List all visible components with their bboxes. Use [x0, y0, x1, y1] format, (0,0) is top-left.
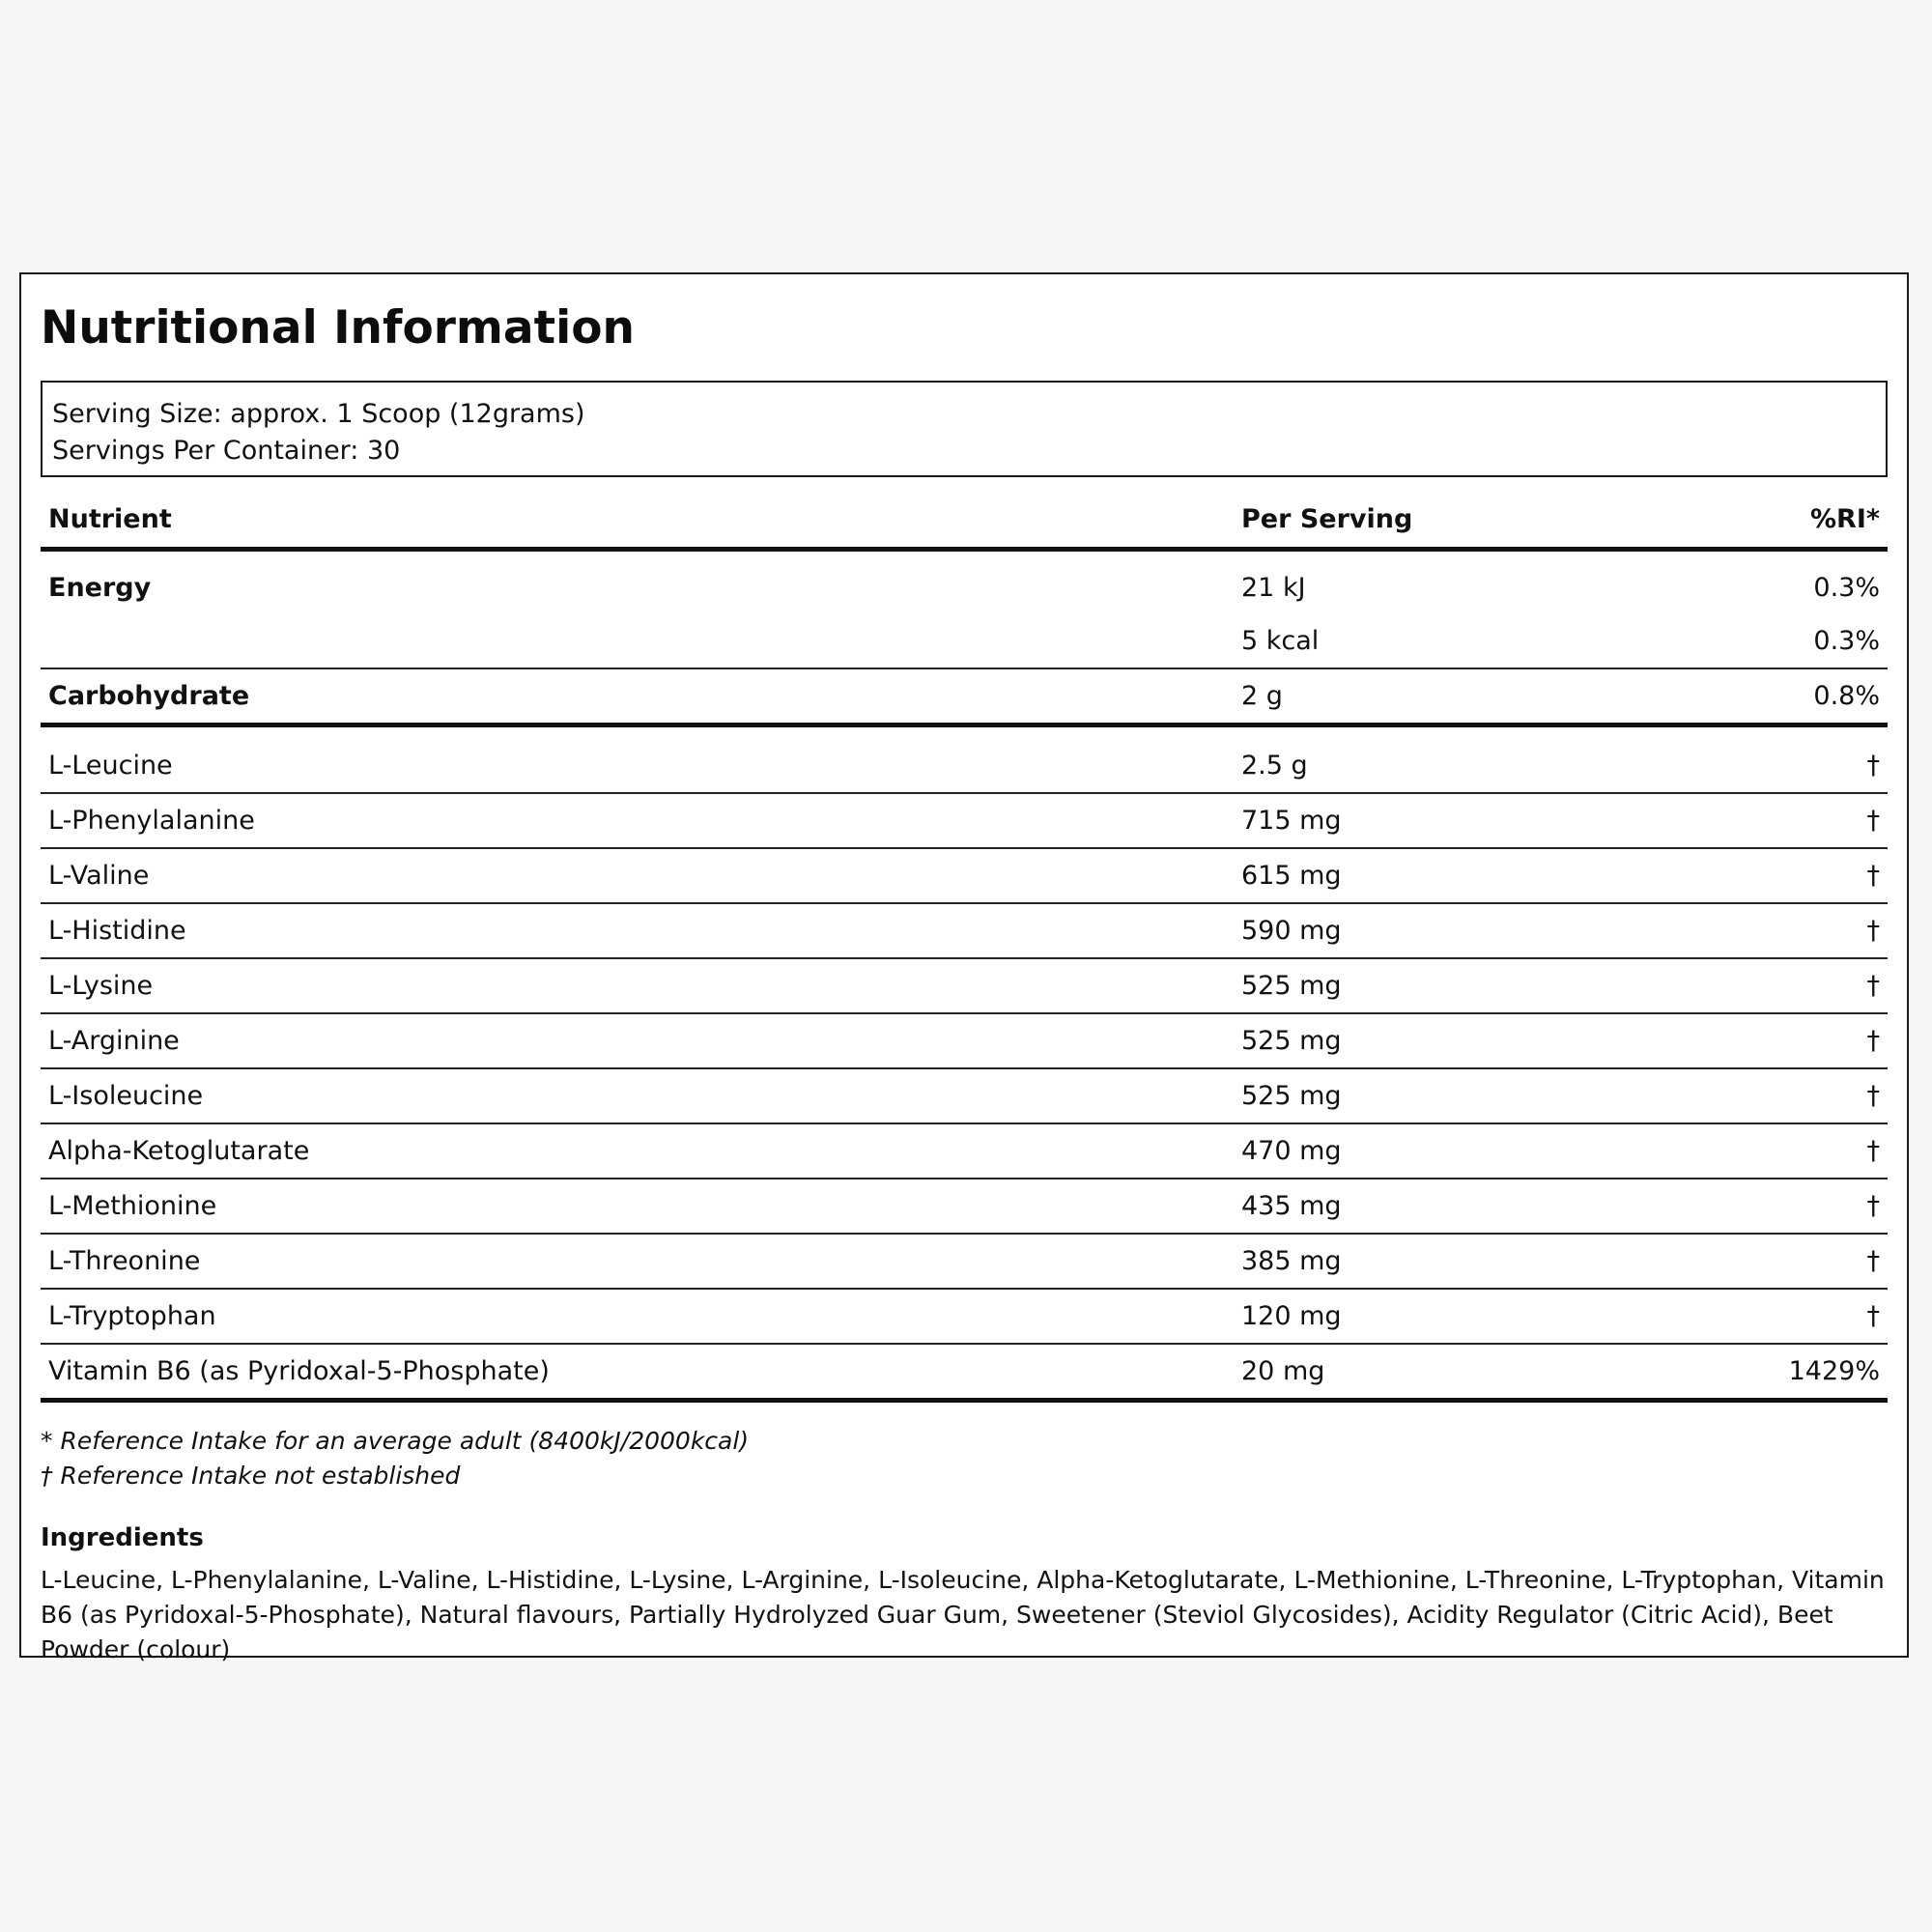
ingredients-title: Ingredients: [41, 1523, 204, 1552]
header-ri: %RI*: [1809, 503, 1880, 534]
nutrient-per-serving: 525 mg: [1241, 1026, 1342, 1056]
energy-kcal-row: [41, 614, 1888, 669]
table-row: [41, 959, 1888, 1014]
page-title: Nutritional Information: [41, 301, 635, 355]
nutrient-name: L-Leucine: [48, 751, 173, 781]
footnote-not-established: † Reference Intake not established: [41, 1462, 461, 1490]
nutrient-ri: †: [1866, 1246, 1880, 1276]
footnotes: [41, 1424, 1888, 1493]
nutrient-ri: †: [1866, 861, 1880, 891]
table-row: [41, 1235, 1888, 1290]
energy-kj-ri: 0.3%: [1813, 573, 1880, 603]
nutrient-per-serving: 435 mg: [1241, 1191, 1342, 1221]
nutrient-ri: †: [1866, 1191, 1880, 1221]
table-row: [41, 739, 1888, 794]
nutrient-per-serving: 615 mg: [1241, 861, 1342, 891]
nutrient-name: L-Threonine: [48, 1246, 201, 1276]
nutrient-ri: 1429%: [1788, 1356, 1880, 1386]
table-row: [41, 1345, 1888, 1403]
table-header: [41, 491, 1888, 552]
nutrient-name: L-Phenylalanine: [48, 806, 255, 836]
nutrient-name: Vitamin B6 (as Pyridoxal-5-Phosphate): [48, 1356, 550, 1386]
nutrient-ri: †: [1866, 1081, 1880, 1111]
nutrient-per-serving: 525 mg: [1241, 1081, 1342, 1111]
nutrition-panel: [19, 272, 1909, 1663]
header-nutrient: Nutrient: [48, 503, 172, 534]
energy-kj-value: 21 kJ: [1241, 573, 1306, 603]
nutrient-per-serving: 20 mg: [1241, 1356, 1325, 1386]
carbohydrate-ri: 0.8%: [1813, 681, 1880, 711]
footnote-reference-intake: * Reference Intake for an average adult (8400kJ/2000kcal): [41, 1427, 750, 1455]
table-row: [41, 1290, 1888, 1345]
nutrient-ri: †: [1866, 916, 1880, 946]
table-row: [41, 904, 1888, 959]
table-row: [41, 1014, 1888, 1069]
nutrient-per-serving: 590 mg: [1241, 916, 1342, 946]
nutrient-ri: †: [1866, 1026, 1880, 1056]
nutrient-name: L-Tryptophan: [48, 1301, 216, 1331]
carbohydrate-label: Carbohydrate: [48, 681, 250, 711]
nutrient-ri: †: [1866, 1301, 1880, 1331]
nutrient-per-serving: 120 mg: [1241, 1301, 1342, 1331]
nutrient-per-serving: 525 mg: [1241, 971, 1342, 1001]
header-per-serving: Per Serving: [1241, 503, 1413, 534]
energy-label: Energy: [48, 573, 152, 603]
nutrient-name: L-Valine: [48, 861, 150, 891]
nutrient-name: L-Methionine: [48, 1191, 217, 1221]
nutrient-name: L-Arginine: [48, 1026, 180, 1056]
nutrient-name: L-Isoleucine: [48, 1081, 204, 1111]
nutrient-per-serving: 715 mg: [1241, 806, 1342, 836]
nutrient-name: L-Lysine: [48, 971, 154, 1001]
table-row: [41, 849, 1888, 904]
nutrient-per-serving: 385 mg: [1241, 1246, 1342, 1276]
energy-kcal-value: 5 kcal: [1241, 626, 1320, 656]
energy-kj-row: [41, 561, 1888, 614]
table-row: [41, 1179, 1888, 1235]
nutrient-per-serving: 2.5 g: [1241, 751, 1308, 781]
energy-kcal-ri: 0.3%: [1813, 626, 1880, 656]
table-row: [41, 794, 1888, 849]
table-row: [41, 1124, 1888, 1179]
nutrient-name: L-Histidine: [48, 916, 186, 946]
nutrient-ri: †: [1866, 806, 1880, 836]
nutrient-per-serving: 470 mg: [1241, 1136, 1342, 1166]
serving-info-box: [41, 381, 1888, 477]
servings-per-container: Servings Per Container: 30: [52, 436, 401, 466]
serving-size: Serving Size: approx. 1 Scoop (12grams): [52, 399, 585, 429]
table-row: [41, 1069, 1888, 1124]
carbohydrate-row: [41, 669, 1888, 727]
nutrient-name: Alpha-Ketoglutarate: [48, 1136, 310, 1166]
nutrient-ri: †: [1866, 971, 1880, 1001]
nutrient-ri: †: [1866, 751, 1880, 781]
carbohydrate-value: 2 g: [1241, 681, 1283, 711]
ingredients-text: L-Leucine, L-Phenylalanine, L-Valine, L-Histidine, L-Lysine, L-Arginine, L-Isoleucine, Alpha-Ketoglutarate, L-Methionine, L-Threonine, L-Tryptophan, Vitamin B6 (as Pyridoxal-5-Phosphate), Natural flavours, Partially Hydrolyzed Guar Gum, Sweetener (Steviol Glycosides), Acidity Regulator (Citric Acid), Beet Powder (colour): [41, 1566, 1885, 1663]
nutrient-ri: †: [1866, 1136, 1880, 1166]
